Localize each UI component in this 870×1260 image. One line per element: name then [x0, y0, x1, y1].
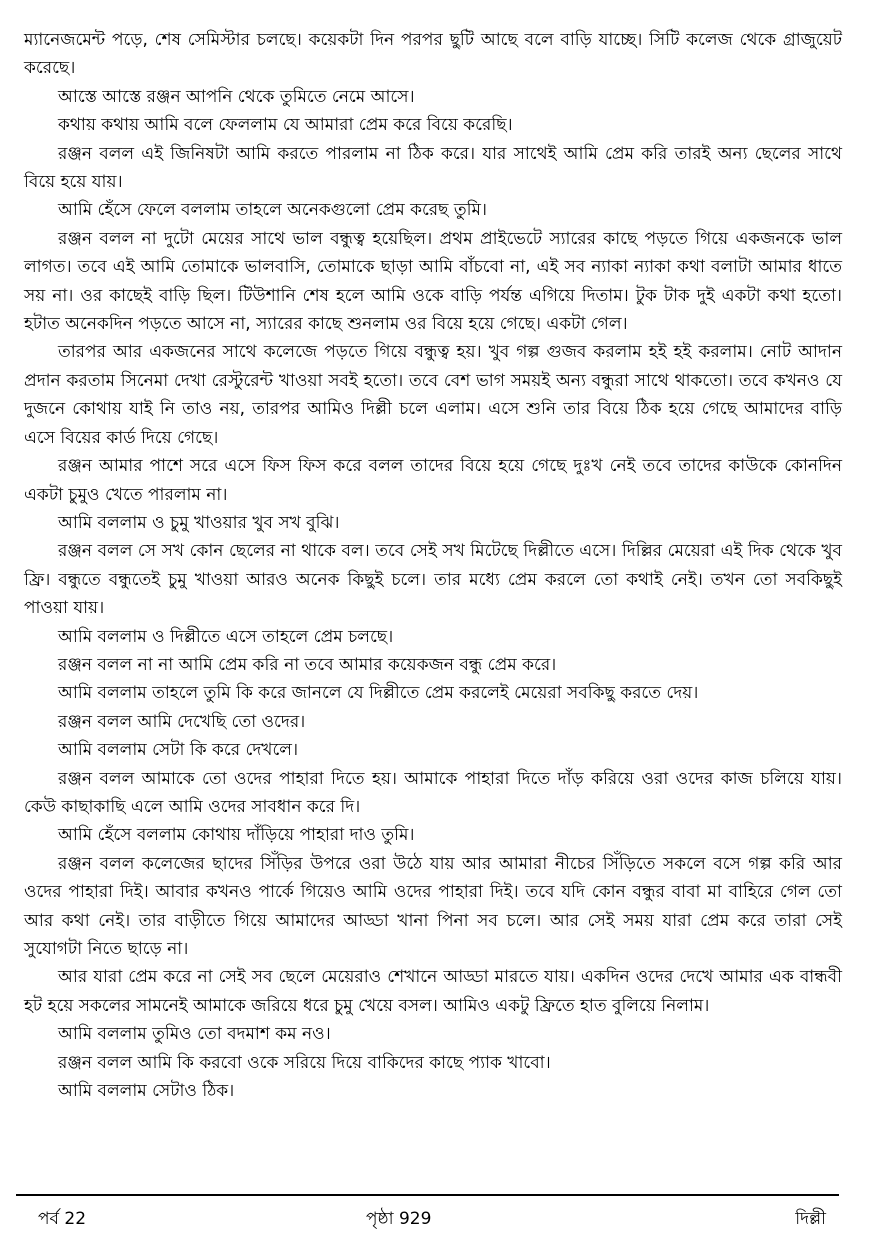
paragraph: রঞ্জন বলল কলেজের ছাদের সিঁড়ির উপরে ওরা উঠে যায় আর আমারা নীচের সিঁড়িতে সকলে বসে গল্প করি আর ওদের পাহারা দিই। আবার কখনও পার্কে গিয়েও আমি ওদের পাহারা দিই। তবে যদি কোন বন্ধুর বাবা মা বাহিরে গেল তো আর কথা নেই। তার বাড়ীতে গিয়ে আমাদের আড্ডা খানা পিনা সব চলে। আর সেই সময় যারা প্রেম করে তারা সেই সুযোগটা নিতে ছাড়ে না।: [24, 853, 842, 959]
paragraph: আর যারা প্রেম করে না সেই সব ছেলে মেয়েরাও শেখানে আড্ডা মারতে যায়। একদিন ওদের দেখে আমার এক বান্ধবী হট হয়ে সকলের সামনেই আমাকে জরিয়ে ধরে চুমু খেয়ে বসল। আমিও একটু ফ্রিতে হাত বুলিয়ে নিলাম।: [24, 967, 842, 1016]
paragraph: আমি হেঁসে ফেলে বললাম তাহলে অনেকগুলো প্রেম করেছ তুমি।: [58, 200, 487, 221]
footer-page-number: পৃষ্ঠা 929: [366, 1209, 432, 1229]
paragraph: আমি বললাম সেটা কি করে দেখলে।: [58, 740, 299, 761]
paragraph: আমি বললাম তুমিও তো বদমাশ কম নও।: [58, 1024, 331, 1045]
body-text: [24, 26, 842, 1105]
paragraph: রঞ্জন বলল সে সখ কোন ছেলের না থাকে বল। তবে সেই সখ মিটেছে দিল্লীতে এসে। দিল্লির মেয়েরা এই দিক থেকে খুব ফ্রি। বন্ধুতে বন্ধুতেই চুমু খাওয়া আরও অনেক কিছুই চলে। তার মধ্যে প্রেম করলে তো কথাই নেই। তখন তো সবকিছুই পাওয়া যায়।: [24, 541, 842, 619]
footer-divider: [16, 1194, 839, 1196]
paragraph: কথায় কথায় আমি বলে ফেললাম যে আমারা প্রেম করে বিয়ে করেছি।: [58, 115, 513, 136]
paragraph: রঞ্জন বলল না দুটো মেয়ের সাথে ভাল বন্ধুত্ব হয়েছিল। প্রথম প্রাইভেটে স্যারের কাছে পড়তে গিয়ে একজনকে ভাল লাগত। তবে এই আমি তোমাকে ভালবাসি, তোমাকে ছাড়া আমি বাঁচবো না, এই সব ন্যাকা ন্যাকা কথা বলাটা আমার ধাতে সয় না। ওর কাছেই বাড়ি ছিল। টিউশানি শেষ হলে আমি ওকে বাড়ি পর্যন্ত এগিয়ে দিতাম। টুক টাক দুই একটা কথা হতো। হটাত অনেকদিন পড়তে আসে না, স্যারের কাছে শুনলাম ওর বিয়ে হয়ে গেছে। একটা গেল।: [24, 228, 842, 335]
paragraph: রঞ্জন বলল এই জিনিষটা আমি করতে পারলাম না ঠিক করে। যার সাথেই আমি প্রেম করি তারই অন্য ছেলের সাথে বিয়ে হয়ে যায়।: [24, 143, 842, 193]
paragraph: আমি বললাম তাহলে তুমি কি করে জানলে যে দিল্লীতে প্রেম করলেই মেয়েরা সবকিছু করতে দেয়।: [58, 683, 699, 704]
footer-chapter: পর্ব 22: [38, 1209, 87, 1229]
paragraph: আমি বললাম ও চুমু খাওয়ার খুব সখ বুঝি।: [58, 512, 340, 533]
paragraph: আমি হেঁসে বললাম কোথায় দাঁড়িয়ে পাহারা দাও তুমি।: [58, 825, 415, 846]
paragraph: আমি বললাম ও দিল্লীতে এসে তাহলে প্রেম চলছে।: [58, 626, 394, 647]
paragraph: রঞ্জন বলল আমি কি করবো ওকে সরিয়ে দিয়ে বাকিদের কাছে প্যাক খাবো।: [58, 1052, 551, 1073]
paragraph: আস্তে আস্তে রঞ্জন আপনি থেকে তুমিতে নেমে আসে।: [58, 86, 415, 107]
footer-title: দিল্লী: [795, 1209, 826, 1229]
paragraph: ম্যানেজমেন্ট পড়ে, শেষ সেমিস্টার চলছে। কয়েকটা দিন পরপর ছুটি আছে বলে বাড়ি যাচ্ছে। সিটি কলেজ থেকে গ্রাজুয়েট করেছে।: [24, 30, 842, 79]
paragraph: আমি বললাম সেটাও ঠিক।: [58, 1081, 235, 1102]
paragraph: রঞ্জন বলল আমি দেখেছি তো ওদের।: [58, 711, 306, 732]
paragraph: রঞ্জন বলল আমাকে তো ওদের পাহারা দিতে হয়। আমাকে পাহারা দিতে দাঁড় করিয়ে ওরা ওদের কাজ চলিয়ে যায়। কেউ কাছাকাছি এলে আমি ওদের সাবধান করে দি।: [24, 768, 842, 817]
paragraph: রঞ্জন বলল না না আমি প্রেম করি না তবে আমার কয়েকজন বন্ধু প্রেম করে।: [58, 654, 557, 675]
paragraph: রঞ্জন আমার পাশে সরে এসে ফিস ফিস করে বলল তাদের বিয়ে হয়ে গেছে দুঃখ নেই তবে তাদের কাউকে কোনদিন একটা চুমুও খেতে পারলাম না।: [24, 456, 842, 505]
paragraph: তারপর আর একজনের সাথে কলেজে পড়তে গিয়ে বন্ধুত্ব হয়। খুব গল্প গুজব করলাম হই হই করলাম। নোট আদান প্রদান করতাম সিনেমা দেখা রেস্টুরেন্ট খাওয়া সবই হতো। তবে বেশ ভাগ সময়ই অন্য বন্ধুরা সাথে থাকতো। তবে কখনও যে দুজনে কোথায় যাই নি তাও নয়, তারপর আমিও দিল্লী চলে এলাম। এসে শুনি তার বিয়ে ঠিক হয়ে গেছে আমাদের বাড়ি এসে বিয়ের কার্ড দিয়ে গেছে।: [24, 342, 842, 448]
